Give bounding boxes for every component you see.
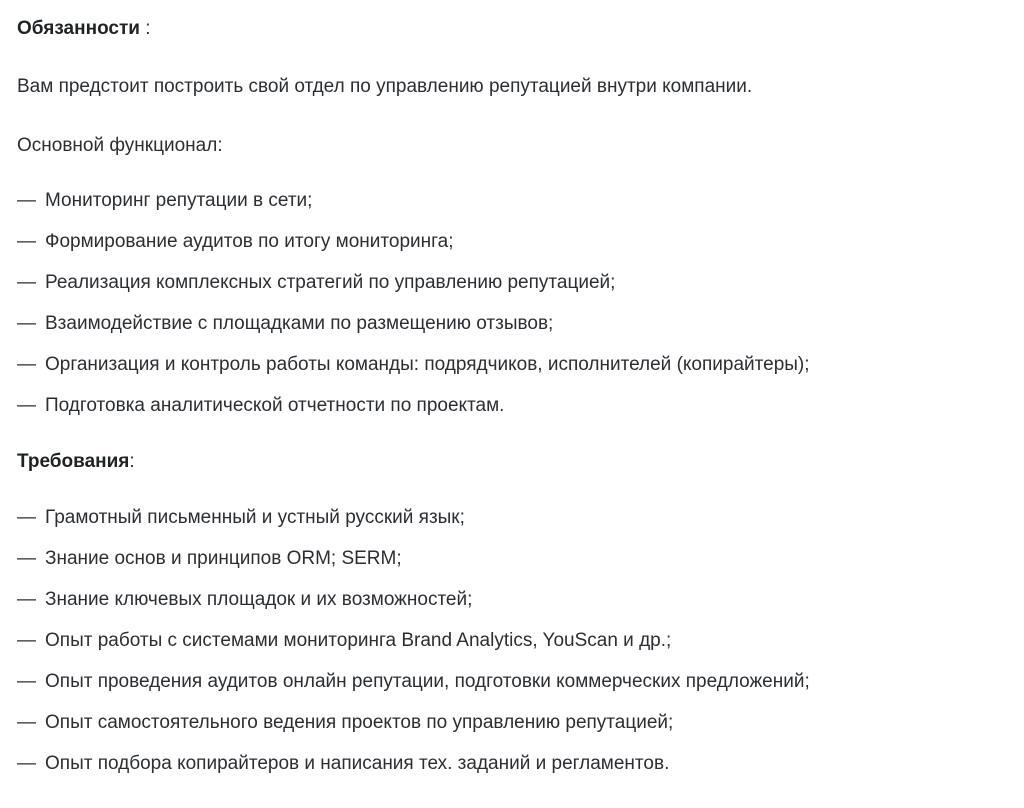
spacer — [17, 158, 1000, 189]
responsibilities-heading-punctuation: : — [139, 18, 151, 39]
list-item-text: Грамотный письменный и устный русский язык; — [45, 507, 465, 528]
requirements-heading-punctuation: : — [129, 451, 135, 472]
spacer — [17, 474, 1000, 506]
list-item-text: Взаимодействие с площадками по размещению отзывов; — [45, 313, 554, 334]
list-item-text: Опыт проведения аудитов онлайн репутации, подготовки коммерческих предложений; — [45, 671, 810, 692]
list-item — [17, 670, 1000, 694]
em-dash-bullet-icon: — — [17, 272, 36, 293]
list-item — [17, 506, 1000, 530]
em-dash-bullet-icon: — — [17, 507, 36, 528]
responsibilities-list — [17, 189, 1000, 418]
requirements-section — [17, 450, 1000, 776]
list-item-text: Организация и контроль работы команды: подрядчиков, исполнителей (копирайтеры); — [45, 354, 810, 375]
list-item-text: Реализация комплексных стратегий по управлению репутацией; — [45, 272, 616, 293]
list-item-text: Формирование аудитов по итогу мониторинга; — [45, 231, 454, 252]
em-dash-bullet-icon: — — [17, 589, 36, 610]
list-item — [17, 189, 1000, 213]
list-item — [17, 271, 1000, 295]
em-dash-bullet-icon: — — [17, 630, 36, 651]
list-item — [17, 629, 1000, 653]
em-dash-bullet-icon: — — [17, 712, 36, 733]
responsibilities-heading-text: Обязанности — [17, 18, 140, 39]
list-item-text: Опыт подбора копирайтеров и написания тех. заданий и регламентов. — [45, 753, 670, 774]
em-dash-bullet-icon: — — [17, 671, 36, 692]
responsibilities-intro-paragraph: Вам предстоит построить свой отдел по управлению репутацией внутри компании. — [17, 76, 753, 97]
requirements-list — [17, 506, 1000, 776]
list-item-text: Знание ключевых площадок и их возможностей; — [45, 589, 473, 610]
responsibilities-heading — [17, 17, 1000, 41]
em-dash-bullet-icon: — — [17, 313, 36, 334]
em-dash-bullet-icon: — — [17, 354, 36, 375]
list-item — [17, 312, 1000, 336]
em-dash-bullet-icon: — — [17, 190, 36, 211]
list-item — [17, 588, 1000, 612]
responsibilities-subheading: Основной функционал: — [17, 135, 223, 156]
list-item — [17, 353, 1000, 377]
em-dash-bullet-icon: — — [17, 395, 36, 416]
list-item — [17, 547, 1000, 571]
spacer — [17, 418, 1000, 450]
responsibilities-section — [17, 17, 1000, 418]
list-item-text: Опыт самостоятельного ведения проектов по управлению репутацией; — [45, 712, 674, 733]
list-item-text: Подготовка аналитической отчетности по проектам. — [45, 395, 505, 416]
list-item — [17, 394, 1000, 418]
list-item-text: Знание основ и принципов ORM; SERM; — [45, 548, 402, 569]
list-item-text: Опыт работы с системами мониторинга Brand Analytics, YouScan и др.; — [45, 630, 672, 651]
list-item — [17, 230, 1000, 254]
requirements-heading — [17, 450, 1000, 474]
em-dash-bullet-icon: — — [17, 231, 36, 252]
em-dash-bullet-icon: — — [17, 753, 36, 774]
list-item-text: Мониторинг репутации в сети; — [45, 190, 313, 211]
spacer — [17, 41, 1000, 75]
list-item — [17, 711, 1000, 735]
list-item — [17, 752, 1000, 776]
spacer — [17, 99, 1000, 134]
em-dash-bullet-icon: — — [17, 548, 36, 569]
requirements-heading-text: Требования — [17, 451, 130, 472]
